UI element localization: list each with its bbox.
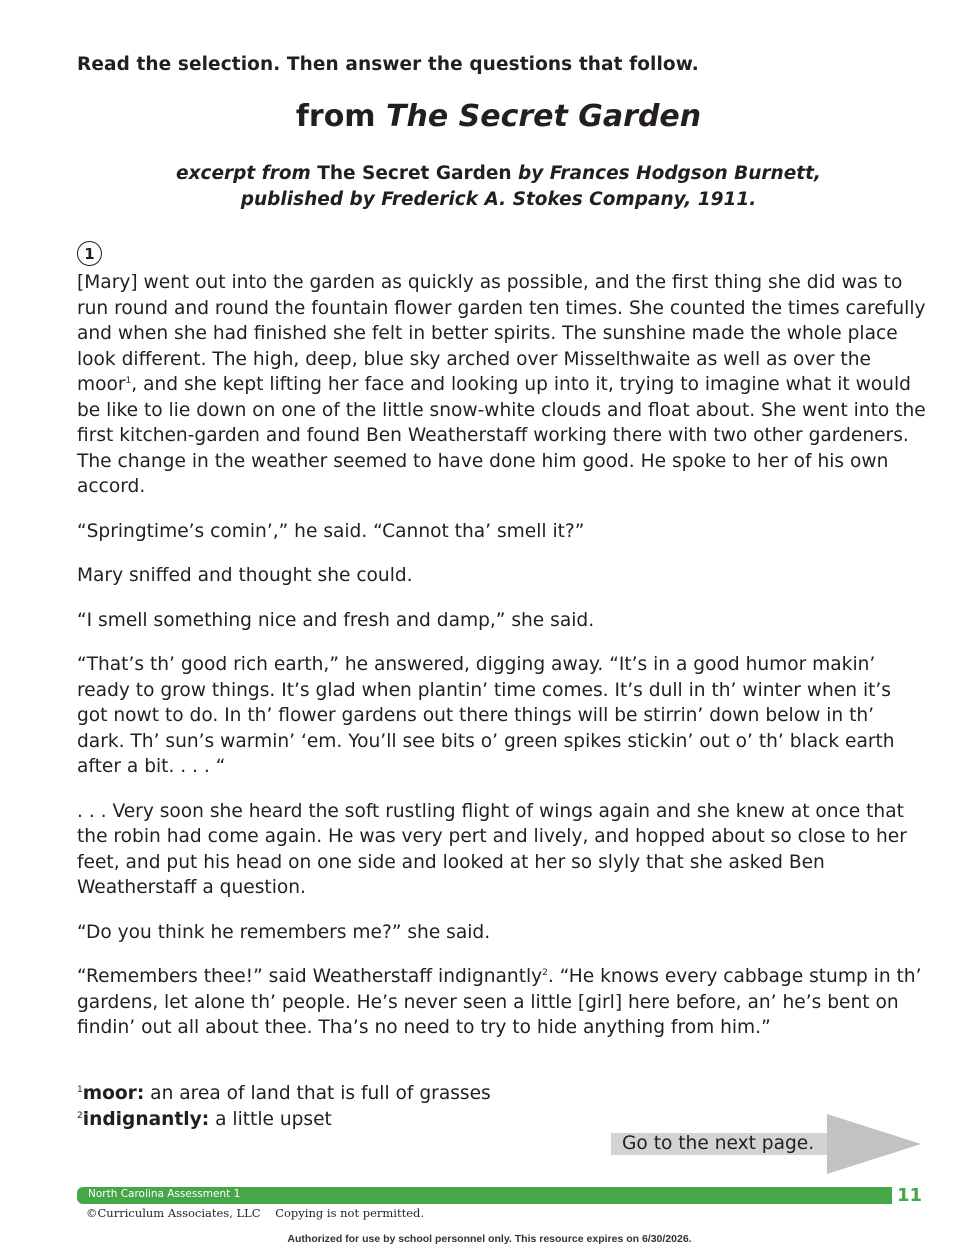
page-title [0, 99, 979, 134]
arrow-right-icon [827, 1114, 921, 1174]
paragraph [77, 270, 927, 500]
footnote-term: indignantly: [82, 1109, 210, 1130]
instructions: Read the selection. Then answer the questions that follow. [77, 54, 699, 75]
paragraph: Mary sniffed and thought she could. [77, 565, 413, 586]
source-part3: by Frances Hodgson Burnett, [511, 163, 821, 184]
footnote [77, 1107, 491, 1133]
paragraph [77, 964, 927, 1041]
footnote-number: 1 [77, 1084, 83, 1095]
authorization-notice: Authorized for use by school personnel only. This resource expires on 6/30/2026. [287, 1233, 692, 1245]
assessment-name: North Carolina Assessment 1 [88, 1188, 241, 1200]
paragraph: “Do you think he remembers me?” she said. [77, 921, 491, 943]
paragraph-number-badge: 1 [77, 241, 102, 266]
paragraph: “Springtime’s comin’,” he said. “Cannot tha’ smell it?” [77, 520, 585, 542]
last-para-text-before: “Remembers thee!” said Weatherstaff indignantly [77, 966, 543, 987]
next-page-label: Go to the next page. [622, 1133, 815, 1154]
source-part2: The Secret Garden [317, 163, 512, 184]
paragraph: “I smell something nice and fresh and damp,” she said. [77, 609, 595, 631]
footnote-number: 2 [77, 1110, 83, 1121]
paragraph: “That’s th’ good rich earth,” he answered, digging away. “It’s in a good humor makin’ ready to grow things. It’s glad when plantin’ time comes. It’s dull in th’ winter when it’s got nowt to do. In th’ flower gardens out there things will be stirrin’ down below in th’ dark. Th’ sun’s warmin’ ‘em. You’ll see bits o’ green spikes stickin’ out o’ th’ black earth after a bit. . . . “ [77, 654, 895, 777]
last-para-text-after: . “He knows every cabbage stump in th’ gardens, let alone th’ people. He’s never seen a little [girl] here before, an’ he’s bent on findin’ out all about thee. Tha’s no need to try to hide anything from him.” [77, 966, 922, 1038]
footnote-ref: 2 [542, 967, 548, 978]
paragraph: . . . Very soon she heard the soft rustling flight of wings again and she knew at once that the robin had come again. He was very pert and lively, and hopped about so close to her feet, and put his head on one side and looked at her so slyly that she asked Ben Weatherstaff a question. [77, 800, 907, 898]
next-page-indicator [611, 1114, 921, 1174]
footnote-ref: 1 [125, 375, 132, 386]
footnote-definition: an area of land that is full of grasses [144, 1083, 491, 1104]
footnote-term: moor: [82, 1083, 145, 1104]
copyright-notice: ©Curriculum Associates, LLC Copying is not permitted. [86, 1206, 425, 1220]
source-citation [0, 161, 979, 213]
footnote-definition: a little upset [209, 1109, 332, 1130]
footnote [77, 1081, 491, 1107]
footnotes [77, 1081, 491, 1133]
page-number: 11 [897, 1185, 923, 1206]
para1-text-after: , and she kept lifting her face and looking up into it, trying to imagine what it would be like to lie down on one of the little snow-white clouds and float about. She went into the first kitchen-garden and found Ben Weatherstaff working there with two other gardeners. The change in the weather seemed to have done him good. He spoke to her of his own accord. [77, 374, 926, 497]
title-prefix: from [295, 99, 387, 134]
passage-body [77, 270, 927, 1060]
footer-bar [77, 1187, 892, 1204]
para1-text-before: [Mary] went out into the garden as quickly as possible, and the first thing she did was to run round and round the fountain flower garden ten times. She counted the times carefully and when she had finished she felt in better spirits. The sunshine made the whole place look different. The high, deep, blue sky arched over Misselthwaite as well as over the moor [77, 272, 926, 395]
title-book-name: The Secret Garden [386, 99, 702, 134]
source-part1: excerpt from [176, 163, 318, 184]
source-line2: published by Frederick A. Stokes Company, 1911. [240, 189, 757, 210]
